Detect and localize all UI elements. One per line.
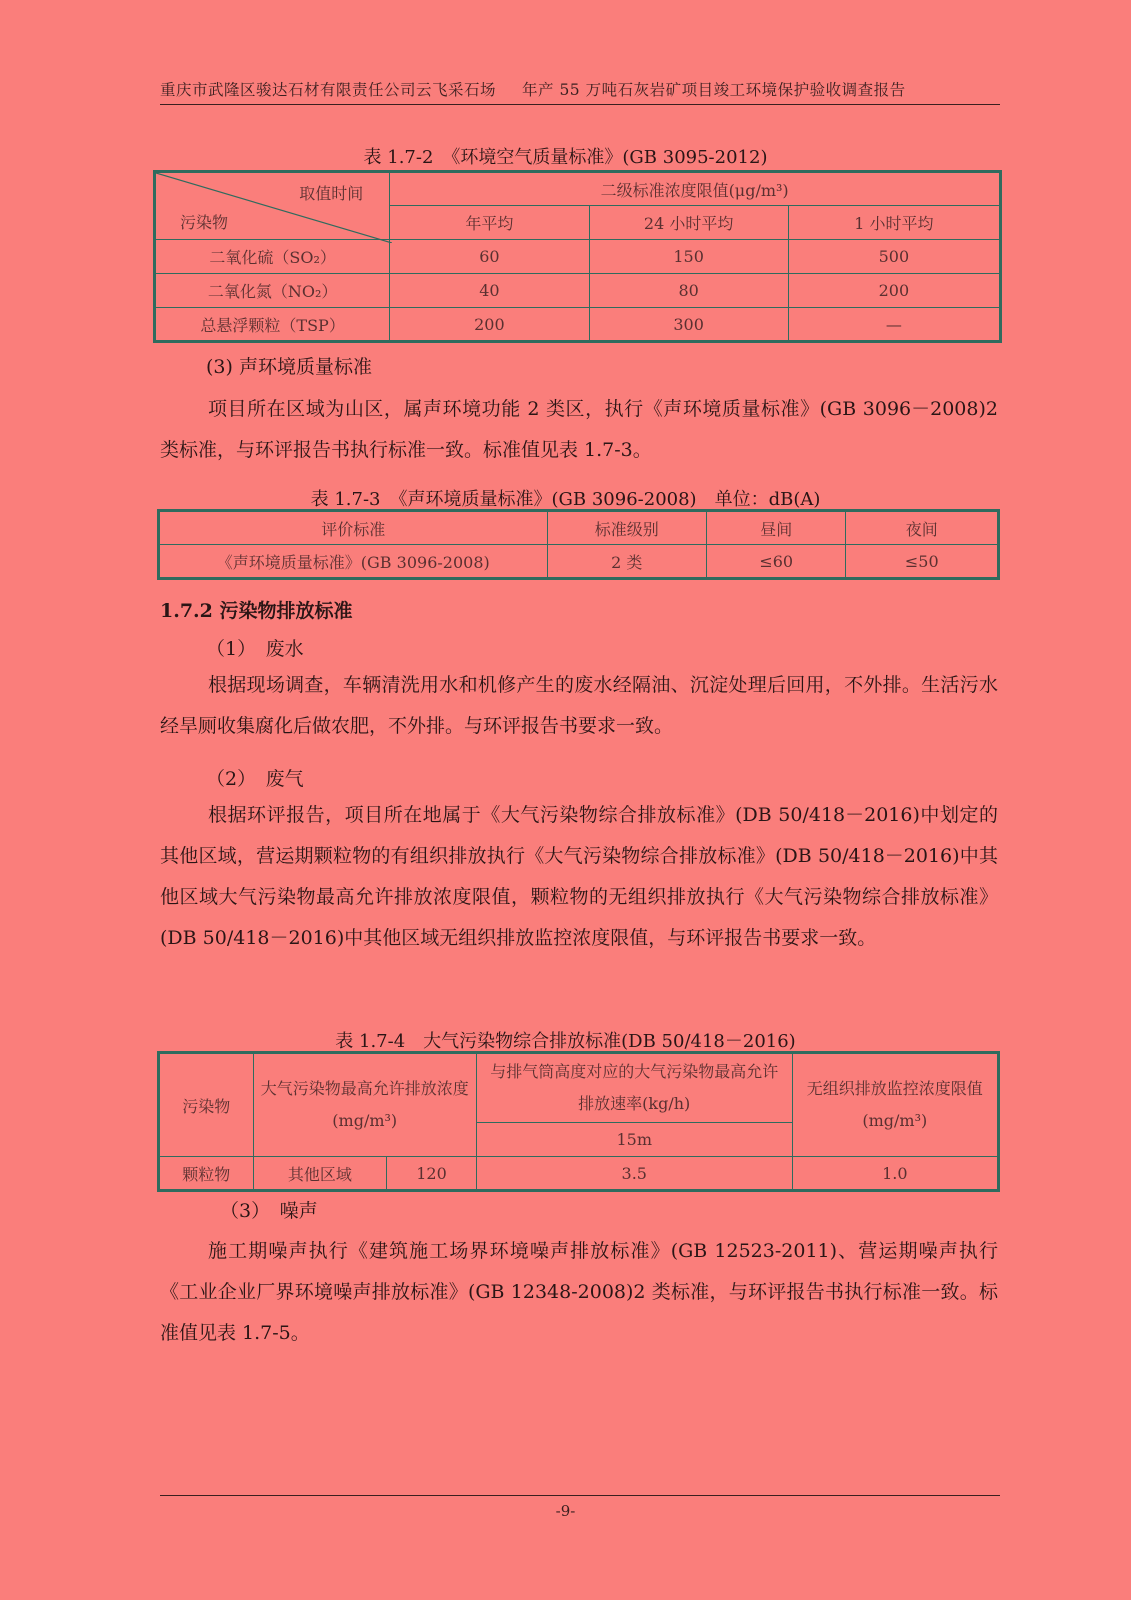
cell: 300 <box>589 308 788 342</box>
group-header: 二级标准浓度限值(μg/m³) <box>390 172 1001 206</box>
section-3-paragraph: 项目所在区域为山区，属声环境功能 2 类区，执行《声环境质量标准》(GB 3096－2008)2 类标准，与环评报告书执行标准一致。标准值见表 1.7-3。 <box>160 398 998 461</box>
air-quality-table <box>153 170 1002 343</box>
table-row <box>155 274 1001 308</box>
col-header: 标准级别 <box>547 511 706 545</box>
table-row <box>159 545 999 579</box>
col-header: 评价标准 <box>159 511 548 545</box>
page-header <box>160 78 1000 105</box>
cell: ≤60 <box>706 545 846 579</box>
header-emission-rate: 与排气筒高度对应的大气污染物最高允许排放速率(kg/h) <box>476 1053 792 1123</box>
page-number: -9- <box>555 1502 576 1520</box>
cell: 80 <box>589 274 788 308</box>
cell: 2 类 <box>547 545 706 579</box>
table-1-7-2-caption: 表 1.7-2 《环境空气质量标准》(GB 3095-2012) <box>363 147 768 168</box>
row-label: 总悬浮颗粒（TSP） <box>155 308 390 342</box>
cell: 60 <box>390 240 589 274</box>
table-row <box>155 240 1001 274</box>
noise-paragraph: 施工期噪声执行《建筑施工场界环境噪声排放标准》(GB 12523-2011)、营运期噪声执行《工业企业厂界环境噪声排放标准》(GB 12348-2008)2 类标准，与环评报告书执行标准一致。标准值见表 1.7-5。 <box>160 1240 998 1344</box>
exhaust-paragraph: 根据环评报告，项目所在地属于《大气污染物综合排放标准》(DB 50/418－2016)中划定的其他区域，营运期颗粒物的有组织排放执行《大气污染物综合排放标准》(DB 50/418－2016)中其他区域大气污染物最高允许排放浓度限值，颗粒物的无组织排放执行《大气污染物综合排放标准》(DB 50/418－2016)中其他区域无组织排放监控浓度限值，与环评报告书要求一致。 <box>160 804 998 949</box>
section-3-title: (3) 声环境质量标准 <box>206 356 372 378</box>
item-exhaust: （2） 废气 <box>206 768 304 790</box>
cell: 200 <box>390 308 589 342</box>
cell: 1.0 <box>792 1157 998 1191</box>
cell: 500 <box>788 240 1000 274</box>
col-header: 24 小时平均 <box>589 206 788 240</box>
diag-bottom-label: 污染物 <box>180 213 229 232</box>
diagonal-header-cell <box>155 172 390 240</box>
header-concentration: 大气污染物最高允许排放浓度(mg/m³) <box>253 1053 476 1157</box>
cell: 120 <box>387 1157 477 1191</box>
header-left: 重庆市武隆区骏达石材有限责任公司云飞采石场 <box>160 81 497 99</box>
cell: 150 <box>589 240 788 274</box>
cell: 颗粒物 <box>159 1157 254 1191</box>
row-label: 二氧化硫（SO₂） <box>155 240 390 274</box>
header-right: 年产 55 万吨石灰岩矿项目竣工环境保护验收调查报告 <box>522 81 906 99</box>
emission-standard-table <box>157 1051 1000 1192</box>
table-row <box>155 308 1001 342</box>
cell: ≤50 <box>846 545 999 579</box>
table-1-7-3-caption: 表 1.7-3 《声环境质量标准》(GB 3096-2008) 单位：dB(A) <box>310 489 821 510</box>
row-label: 二氧化氮（NO₂） <box>155 274 390 308</box>
section-1-7-2-heading: 1.7.2 污染物排放标准 <box>160 600 353 622</box>
noise-standard-table <box>157 509 1000 580</box>
col-header: 1 小时平均 <box>788 206 1000 240</box>
header-fugitive-limit: 无组织排放监控浓度限值(mg/m³) <box>792 1053 998 1157</box>
header-pollutant: 污染物 <box>159 1053 254 1157</box>
wastewater-paragraph: 根据现场调查，车辆清洗用水和机修产生的废水经隔油、沉淀处理后回用，不外排。生活污水经旱厕收集腐化后做农肥，不外排。与环评报告书要求一致。 <box>160 674 998 737</box>
col-header: 昼间 <box>706 511 846 545</box>
col-header: 夜间 <box>846 511 999 545</box>
cell: 3.5 <box>476 1157 792 1191</box>
diag-top-label: 取值时间 <box>299 184 364 203</box>
item-wastewater: （1） 废水 <box>206 638 304 660</box>
cell: — <box>788 308 1000 342</box>
cell: 其他区域 <box>253 1157 387 1191</box>
cell: 200 <box>788 274 1000 308</box>
table-1-7-4-caption: 表 1.7-4 大气污染物综合排放标准(DB 50/418－2016) <box>335 1031 796 1052</box>
footer-rule <box>160 1495 1000 1496</box>
header-stack-height: 15m <box>476 1123 792 1157</box>
table-row <box>159 1157 999 1191</box>
cell: 40 <box>390 274 589 308</box>
item-noise: （3） 噪声 <box>220 1200 318 1222</box>
col-header: 年平均 <box>390 206 589 240</box>
cell: 《声环境质量标准》(GB 3096-2008) <box>159 545 548 579</box>
